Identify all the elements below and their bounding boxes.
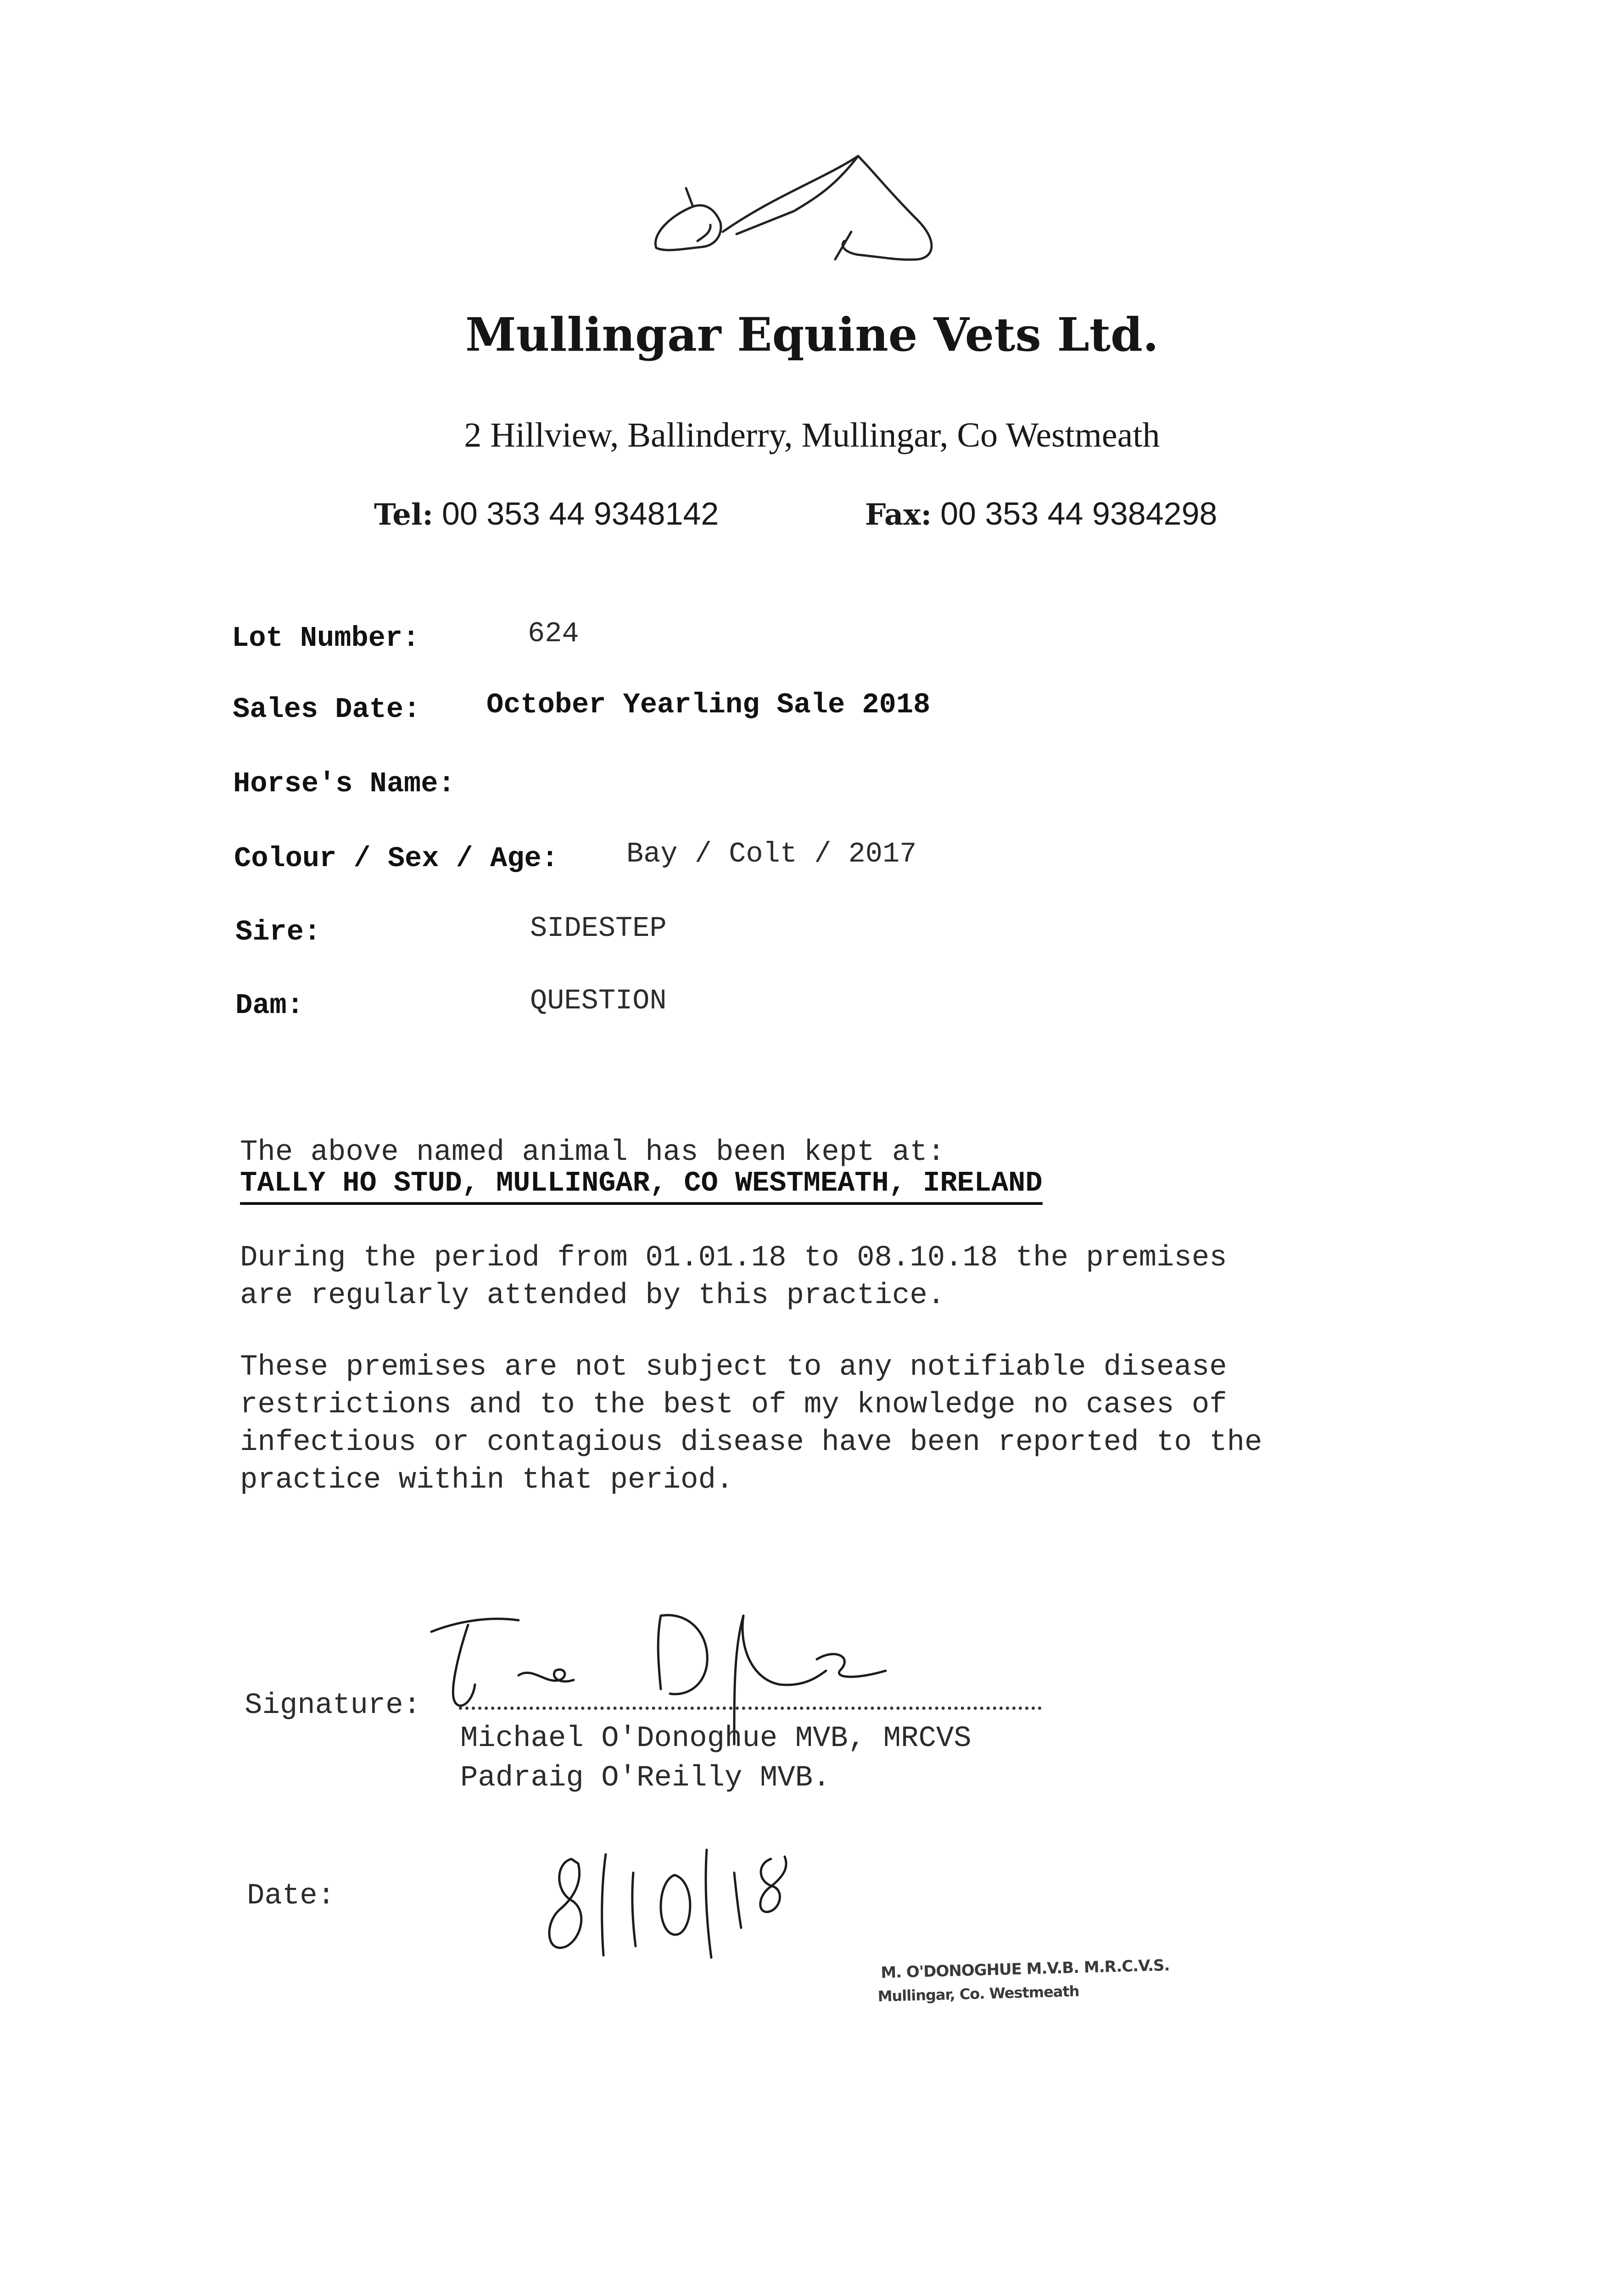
fax-line	[865, 493, 1217, 533]
dam-value: QUESTION	[530, 985, 667, 1017]
telephone-line	[374, 493, 719, 533]
fax-number: 00 353 44 9384298	[940, 496, 1217, 532]
tel-number: 00 353 44 9348142	[441, 496, 719, 532]
horse-name-label: Horse's Name:	[233, 767, 455, 800]
disease-statement-paragraph: These premises are not subject to any notifiable disease restrictions and to the best of my knowledge no cases of infectious or contagious disease have been reported to the practice within that period.	[240, 1351, 1262, 1497]
veterinarian-names: Michael O'Donoghue MVB, MRCVS Padraig O'Reilly MVB.	[460, 1722, 971, 1795]
horse-heads-logo-icon	[642, 142, 954, 280]
company-name: Mullingar Equine Vets Ltd.	[465, 308, 1159, 362]
date-label: Date:	[247, 1880, 335, 1913]
company-address: 2 Hillview, Ballinderry, Mullingar, Co Westmeath	[464, 416, 1160, 454]
sales-date-value: October Yearling Sale 2018	[486, 688, 931, 721]
handwritten-date	[528, 1831, 812, 1969]
sire-value: SIDESTEP	[530, 912, 667, 945]
stamp-line-1: M. O'DONOGHUE M.V.B. M.R.C.V.S.	[880, 1956, 1170, 1982]
lot-number-label: Lot Number:	[232, 622, 420, 655]
fax-label: Fax:	[865, 498, 932, 532]
colour-sex-age-label: Colour / Sex / Age:	[234, 842, 558, 875]
tel-label: Tel:	[374, 498, 433, 532]
dam-label: Dam:	[235, 989, 304, 1022]
stamp-line-2: Mullingar, Co. Westmeath	[877, 1982, 1080, 2005]
sales-date-label: Sales Date:	[233, 693, 421, 726]
practice-stamp	[877, 1956, 1170, 2005]
colour-sex-age-value: Bay / Colt / 2017	[626, 838, 917, 870]
lot-number-value: 624	[528, 617, 579, 650]
sire-label: Sire:	[235, 916, 321, 948]
kept-at-intro: The above named animal has been kept at:	[240, 1136, 945, 1169]
attendance-period-paragraph: During the period from 01.01.18 to 08.10.18 the premises are regularly attended by this practice.	[240, 1242, 1227, 1312]
signature-label: Signature:	[245, 1689, 421, 1722]
premises-address: TALLY HO STUD, MULLINGAR, CO WESTMEATH, IRELAND	[240, 1167, 1043, 1205]
